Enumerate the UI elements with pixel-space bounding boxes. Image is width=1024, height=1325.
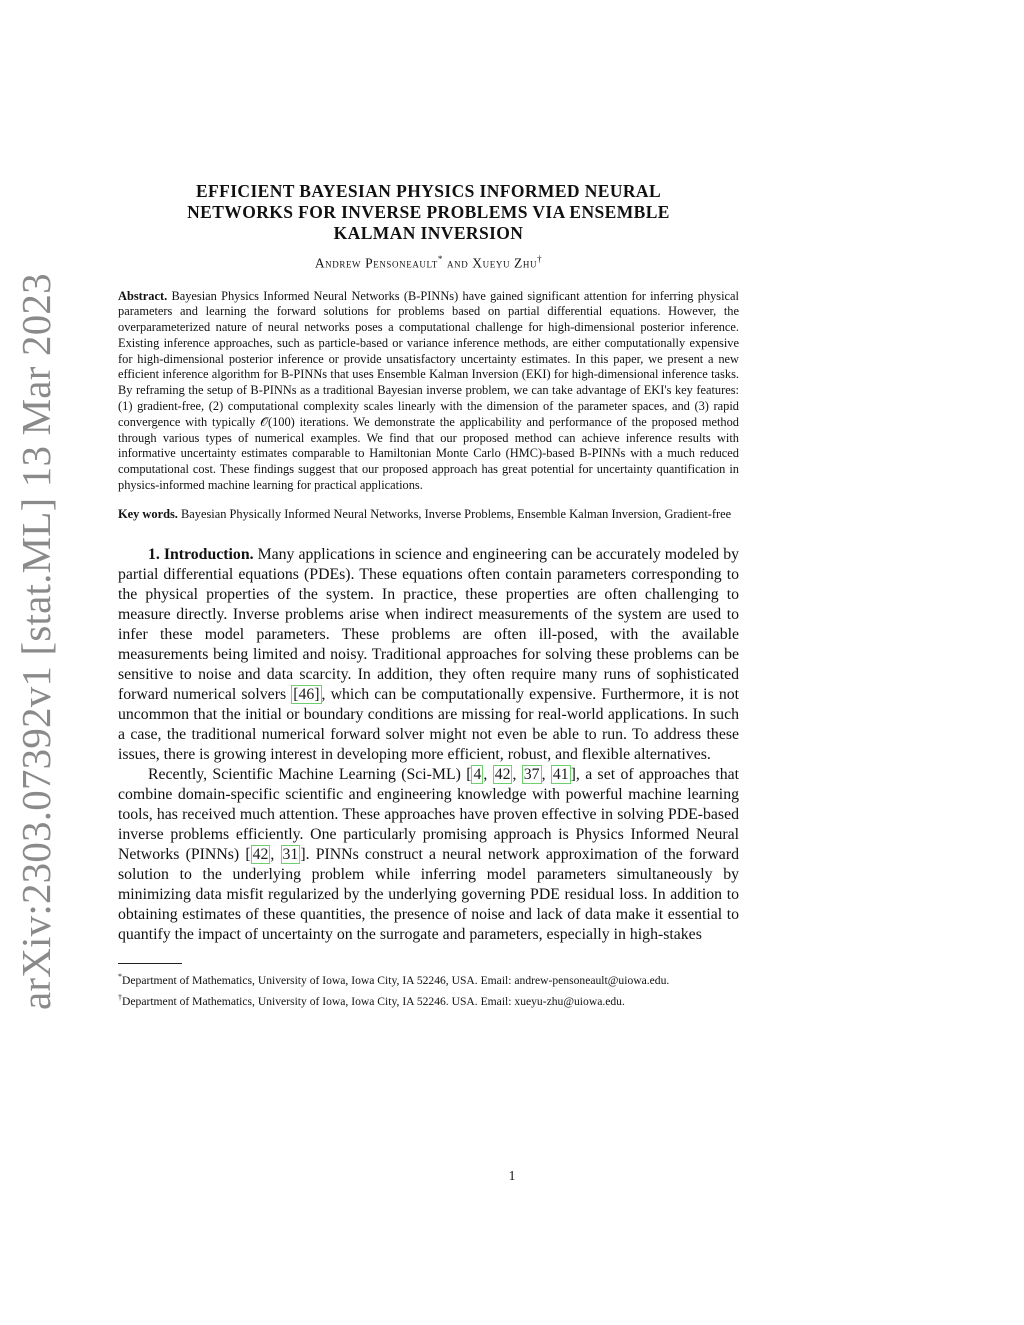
intro-p2-text-c: ]. PINNs construct a neural network approximation of the forward solution to the underlying problem while inferring model parameters simultaneously by minimizing data misfit regularized by the underlying governing PDE residual loss. In addition to obtaining estimates of these quantities, the presence of noise and lack of data make it essential to quantify the impact of uncertainty on the surrogate and parameters, especially in high-stakes [118, 845, 739, 943]
author-1-mark: * [437, 254, 444, 264]
paper-title [118, 181, 739, 244]
intro-p1-text-a: Many applications in science and engineering can be accurately modeled by partial differential equations (PDEs). These equations often contain parameters corresponding to the physical properties of the system. In practice, these properties are often challenging to measure directly. Inverse problems arise when indirect measurements of the system are used to infer these model parameters. These problems are often ill-posed, with the available measurements being limited and noisy. Traditional approaches for solving these problems can be sensitive to noise and data scarcity. In addition, they often require many runs of sophisticated forward numerical solvers [118, 545, 740, 703]
paper-page [118, 181, 739, 1010]
citation-link[interactable]: 31 [282, 845, 299, 863]
footnote-1-text: Department of Mathematics, University of Iowa, Iowa City, IA 52246, USA. Email: andrew-pensoneault@uiowa.edu. [122, 973, 670, 987]
intro-paragraph-2 [118, 765, 739, 945]
author-2-mark: † [537, 254, 543, 264]
footnote-1-mark: * [118, 971, 122, 981]
authors-and: and [447, 255, 469, 271]
citation-separator: , [483, 765, 493, 783]
page-number: 1 [508, 1168, 516, 1183]
citation-link[interactable]: 41 [552, 765, 569, 783]
intro-p2-text-a: Recently, Scientific Machine Learning (Sci-ML) [ [148, 765, 472, 783]
title-line-3: KALMAN INVERSION [333, 223, 524, 243]
section-heading-introduction: 1. Introduction. [148, 545, 254, 563]
keywords-text: Bayesian Physically Informed Neural Networks, Inverse Problems, Ensemble Kalman Inversion, Gradient-free [181, 506, 732, 521]
abstract [118, 289, 739, 494]
authors-line [118, 254, 739, 272]
title-line-2: NETWORKS FOR INVERSE PROBLEMS VIA ENSEMBLE [187, 202, 670, 222]
intro-p2-text-b: ], a set of approaches that combine domain-specific scientific and engineering knowledge with powerful machine learning tools, has received much attention. These approaches have proven effective in solving PDE-based inverse problems efficiently. One particularly promising approach is Physics Informed Neural Networks (PINNs) [ [118, 765, 740, 863]
footnote-divider [118, 963, 182, 964]
citation-link[interactable]: [46] [293, 685, 320, 703]
arxiv-identifier-stamp: arXiv:2303.07392v1 [stat.ML] 13 Mar 2023 [13, 273, 59, 1010]
abstract-label: Abstract. [118, 288, 168, 303]
footnote-1 [118, 969, 739, 988]
intro-p1-text-b: , which can be computationally expensive. Furthermore, it is not uncommon that the initial or boundary conditions are missing for real-world applications. In such a case, the traditional numerical forward solver might not even be able to run. To address these issues, there is growing interest in developing more efficient, robust, and flexible alternatives. [118, 685, 740, 763]
abstract-text: Bayesian Physics Informed Neural Networks (B-PINNs) have gained significant attention for inferring physical parameters and learning the forward solutions for problems based on partial differential equations. However, the overparameterized nature of neural networks poses a computational challenge for high-dimensional posterior inference. Existing inference approaches, such as particle-based or variance inference methods, are either computationally expensive for high-dimensional posterior inference or provide unsatisfactory uncertainty estimates. In this paper, we present a new efficient inference algorithm for B-PINNs that uses Ensemble Kalman Inversion (EKI) for high-dimensional inference tasks. By reframing the setup of B-PINNs as a traditional Bayesian inverse problem, we can take advantage of EKI's key features: (1) gradient-free, (2) computational complexity scales linearly with the dimension of the parameter spaces, and (3) rapid convergence with typically 𝒪(100) iterations. We demonstrate the applicability and performance of the proposed method through various types of numerical examples. We find that our proposed method can achieve inference results with informative uncertainty estimates comparable to Hamiltonian Monte Carlo (HMC)-based B-PINNs with a much reduced computational cost. These findings suggest that our proposed approach has great potential for uncertainty quantification in physics-informed machine learning for practical applications. [118, 288, 739, 493]
intro-paragraph-1 [118, 545, 739, 765]
footnote-2-mark: † [118, 992, 122, 1002]
citation-separator: , [512, 765, 522, 783]
citation-link[interactable]: 42 [494, 765, 511, 783]
citation-link[interactable]: 42 [252, 845, 269, 863]
author-2: Xueyu Zhu [472, 255, 538, 271]
citation-separator: , [270, 845, 281, 863]
keywords [118, 507, 739, 523]
keywords-label: Key words. [118, 506, 178, 521]
footnote-2 [118, 990, 739, 1009]
citation-link[interactable]: 37 [523, 765, 540, 783]
citation-link[interactable]: 4 [473, 765, 482, 783]
footnote-2-text: Department of Mathematics, University of Iowa, Iowa City, IA 52246. USA. Email: xueyu-zhu@uiowa.edu. [122, 994, 625, 1008]
title-line-1: EFFICIENT BAYESIAN PHYSICS INFORMED NEURAL [195, 181, 662, 201]
citation-separator: , [541, 765, 551, 783]
author-1: Andrew Pensoneault [314, 255, 438, 271]
